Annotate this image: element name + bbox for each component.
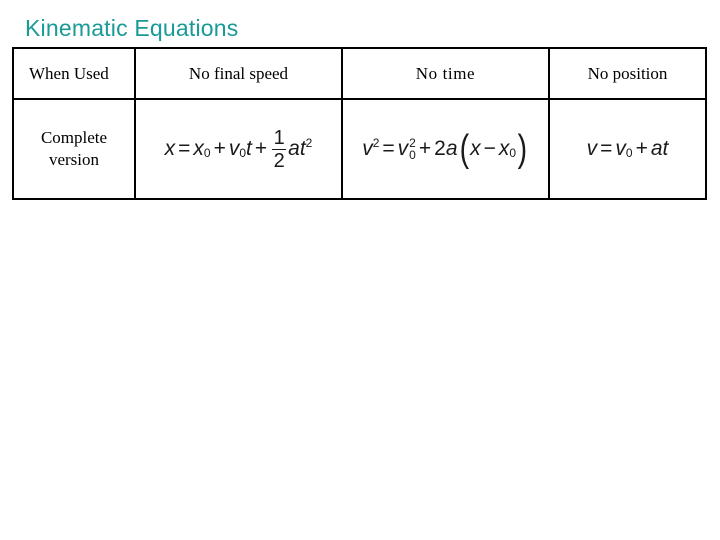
- header-no-position: No position: [549, 48, 706, 99]
- header-no-final-speed: No final speed: [135, 48, 342, 99]
- kinematics-table: [12, 47, 707, 200]
- equation-v-formula: v = v $_0$ + at: [586, 137, 669, 160]
- fraction-one-half: $\frac{1}{2}$: [273, 126, 285, 172]
- equation-no-time: [342, 99, 549, 199]
- equation-v-squared-formula: v $^2$ = v 2 0 + 2 a ( x − x $_0$ ): [362, 128, 528, 170]
- row-label-line2: version: [48, 150, 100, 169]
- complete-version-row: [13, 99, 706, 199]
- header-no-time: No time: [342, 48, 549, 99]
- page-title: Kinematic Equations: [25, 15, 239, 41]
- header-row: [13, 48, 706, 99]
- row-label-complete-version: [13, 99, 135, 199]
- equation-x-formula: x = x $_0$ + v $_0$ t + $\frac{1}{2}$ at $^2$: [164, 126, 313, 172]
- equation-no-position: [549, 99, 706, 199]
- header-when-used: When Used: [13, 48, 135, 99]
- row-label-line1: Complete: [40, 128, 108, 147]
- equation-no-final-speed: [135, 99, 342, 199]
